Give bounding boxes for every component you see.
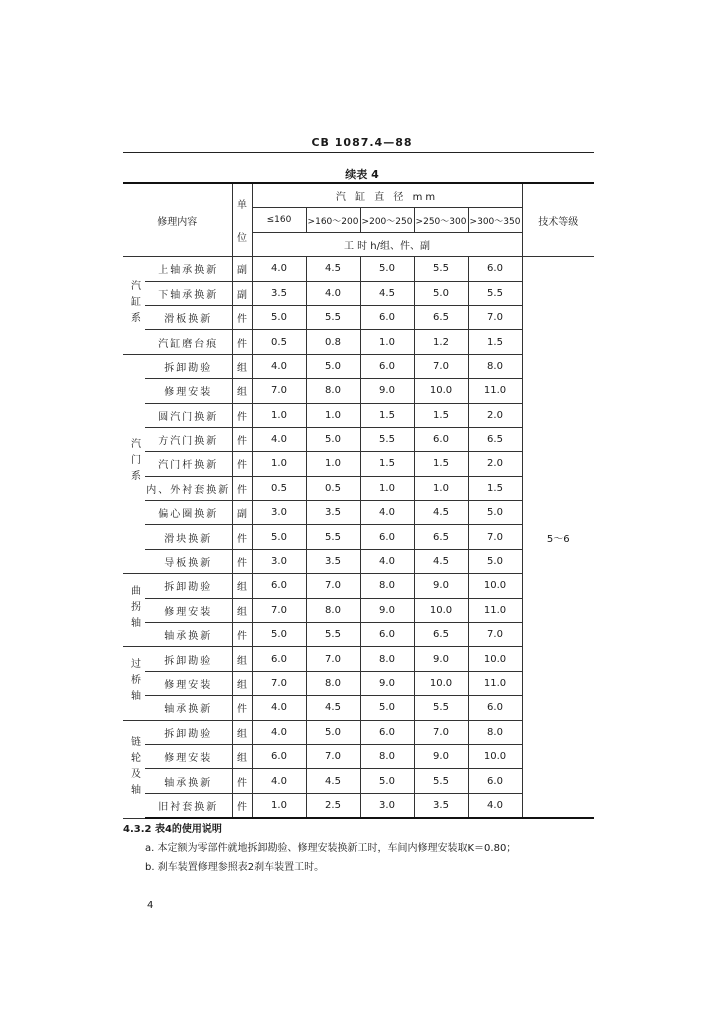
row-item: 上轴承换新 <box>145 257 232 281</box>
row-value: 6.0 <box>468 696 522 720</box>
header-range: >300～350 <box>468 208 522 232</box>
row-item: 滑块换新 <box>145 525 232 549</box>
row-value: 10.0 <box>414 379 468 403</box>
group-label <box>123 257 145 355</box>
row-item: 修理安装 <box>145 671 232 695</box>
row-value: 5.0 <box>306 354 360 378</box>
row-value: 7.0 <box>468 623 522 647</box>
row-unit: 组 <box>232 671 252 695</box>
row-unit: 件 <box>232 696 252 720</box>
row-value: 7.0 <box>414 354 468 378</box>
row-value: 3.5 <box>306 501 360 525</box>
row-unit: 件 <box>232 793 252 818</box>
row-value: 2.0 <box>468 452 522 476</box>
work-hours-table <box>123 184 594 819</box>
row-unit: 副 <box>232 501 252 525</box>
row-value: 4.0 <box>252 720 306 744</box>
row-value: 5.5 <box>414 696 468 720</box>
row-item: 轴承换新 <box>145 696 232 720</box>
header-range: ≤160 <box>252 208 306 232</box>
row-value: 3.5 <box>252 281 306 305</box>
row-unit: 组 <box>232 574 252 598</box>
row-item: 拆卸勘验 <box>145 354 232 378</box>
row-value: 6.0 <box>360 623 414 647</box>
row-value: 3.0 <box>360 793 414 818</box>
row-value: 6.0 <box>468 769 522 793</box>
row-value: 0.8 <box>306 330 360 354</box>
row-unit: 副 <box>232 257 252 281</box>
row-unit: 件 <box>232 549 252 573</box>
row-value: 4.5 <box>414 549 468 573</box>
group-name: 汽缸系 <box>128 279 140 328</box>
row-unit: 件 <box>232 769 252 793</box>
row-value: 7.0 <box>252 379 306 403</box>
row-value: 6.5 <box>468 427 522 451</box>
header-diameter: 汽 缸 直 径 mm <box>252 184 522 208</box>
row-value: 8.0 <box>360 574 414 598</box>
row-value: 4.0 <box>252 769 306 793</box>
row-value: 11.0 <box>468 598 522 622</box>
row-value: 6.5 <box>414 623 468 647</box>
row-item: 下轴承换新 <box>145 281 232 305</box>
row-item: 修理安装 <box>145 598 232 622</box>
group-label <box>123 354 145 574</box>
row-value: 9.0 <box>360 379 414 403</box>
row-value: 3.5 <box>306 549 360 573</box>
row-value: 1.0 <box>360 330 414 354</box>
row-value: 3.0 <box>252 549 306 573</box>
row-value: 4.0 <box>360 501 414 525</box>
row-value: 1.5 <box>360 452 414 476</box>
row-value: 5.0 <box>306 427 360 451</box>
row-value: 4.5 <box>414 501 468 525</box>
group-name: 链轮及轴 <box>128 735 140 800</box>
row-value: 3.5 <box>414 793 468 818</box>
row-item: 旧衬套换新 <box>145 793 232 818</box>
note-a: a. 本定额为零部件就地拆卸勘验、修理安装换新工时，车间内修理安装取K＝0.80； <box>145 843 517 854</box>
group-label <box>123 720 145 818</box>
row-unit: 件 <box>232 525 252 549</box>
row-unit: 件 <box>232 623 252 647</box>
row-unit: 组 <box>232 354 252 378</box>
row-unit: 组 <box>232 598 252 622</box>
note-b: b. 刹车装置修理参照表2刹车装置工时。 <box>145 862 325 873</box>
row-value: 1.2 <box>414 330 468 354</box>
group-label <box>123 647 145 720</box>
row-value: 5.0 <box>414 281 468 305</box>
group-name: 汽门系 <box>128 438 140 487</box>
header-range: >200～250 <box>360 208 414 232</box>
row-value: 1.5 <box>414 403 468 427</box>
row-value: 6.0 <box>252 744 306 768</box>
row-unit: 组 <box>232 647 252 671</box>
row-unit: 组 <box>232 720 252 744</box>
header-range: >250～300 <box>414 208 468 232</box>
row-value: 6.5 <box>414 525 468 549</box>
row-value: 5.0 <box>360 257 414 281</box>
row-value: 5.5 <box>414 257 468 281</box>
row-item: 拆卸勘验 <box>145 647 232 671</box>
row-value: 11.0 <box>468 671 522 695</box>
group-name: 曲拐轴 <box>128 584 140 633</box>
notes-title: 4.3.2 表4的使用说明 <box>123 824 222 835</box>
row-value: 0.5 <box>252 476 306 500</box>
row-value: 5.5 <box>414 769 468 793</box>
row-value: 11.0 <box>468 379 522 403</box>
row-value: 10.0 <box>468 744 522 768</box>
row-value: 4.0 <box>252 354 306 378</box>
unit-char-1: 单 <box>237 200 247 212</box>
row-item: 拆卸勘验 <box>145 720 232 744</box>
row-item: 圆汽门换新 <box>145 403 232 427</box>
row-value: 1.0 <box>252 403 306 427</box>
row-value: 7.0 <box>468 305 522 329</box>
row-value: 10.0 <box>468 647 522 671</box>
row-value: 10.0 <box>414 598 468 622</box>
header-hours: 工 时 h/组、件、副 <box>252 232 522 256</box>
row-value: 6.0 <box>468 257 522 281</box>
row-value: 5.5 <box>306 525 360 549</box>
row-value: 4.5 <box>360 281 414 305</box>
row-value: 4.0 <box>252 427 306 451</box>
row-item: 修理安装 <box>145 744 232 768</box>
row-value: 5.0 <box>468 501 522 525</box>
grade-value: 5～6 <box>522 257 594 818</box>
row-value: 6.0 <box>360 305 414 329</box>
row-value: 6.0 <box>252 574 306 598</box>
header-item: 修理内容 <box>123 184 232 257</box>
row-value: 1.0 <box>360 476 414 500</box>
unit-char-2: 位 <box>237 233 247 245</box>
row-value: 10.0 <box>468 574 522 598</box>
row-value: 5.5 <box>468 281 522 305</box>
row-value: 4.0 <box>252 257 306 281</box>
row-value: 9.0 <box>414 574 468 598</box>
row-value: 8.0 <box>306 598 360 622</box>
row-value: 6.5 <box>414 305 468 329</box>
row-value: 5.0 <box>360 769 414 793</box>
row-value: 4.0 <box>360 549 414 573</box>
row-value: 5.0 <box>252 305 306 329</box>
row-item: 偏心圈换新 <box>145 501 232 525</box>
row-value: 4.5 <box>306 257 360 281</box>
row-value: 9.0 <box>360 598 414 622</box>
header-grade: 技术等级 <box>522 184 594 257</box>
row-value: 5.0 <box>306 720 360 744</box>
row-value: 3.0 <box>252 501 306 525</box>
row-value: 1.5 <box>468 476 522 500</box>
row-value: 5.0 <box>252 623 306 647</box>
row-item: 轴承换新 <box>145 623 232 647</box>
row-value: 5.0 <box>360 696 414 720</box>
row-unit: 组 <box>232 744 252 768</box>
row-unit: 件 <box>232 452 252 476</box>
row-value: 7.0 <box>306 744 360 768</box>
row-value: 7.0 <box>306 647 360 671</box>
row-value: 8.0 <box>468 354 522 378</box>
row-value: 9.0 <box>360 671 414 695</box>
row-item: 方汽门换新 <box>145 427 232 451</box>
row-value: 1.0 <box>252 793 306 818</box>
row-value: 7.0 <box>468 525 522 549</box>
row-value: 8.0 <box>306 671 360 695</box>
row-unit: 副 <box>232 281 252 305</box>
row-item: 导板换新 <box>145 549 232 573</box>
row-value: 10.0 <box>414 671 468 695</box>
row-unit: 件 <box>232 330 252 354</box>
row-item: 轴承换新 <box>145 769 232 793</box>
document-header: CB 1087.4—88 <box>311 136 413 149</box>
table-caption: 续表 4 <box>345 168 379 181</box>
row-value: 4.0 <box>252 696 306 720</box>
row-value: 8.0 <box>360 647 414 671</box>
row-value: 6.0 <box>360 525 414 549</box>
row-value: 1.5 <box>414 452 468 476</box>
row-value: 0.5 <box>306 476 360 500</box>
header-unit <box>232 184 252 257</box>
row-value: 6.0 <box>360 720 414 744</box>
page-number: 4 <box>147 900 154 911</box>
usage-notes <box>123 820 603 877</box>
row-value: 9.0 <box>414 744 468 768</box>
row-value: 1.0 <box>306 452 360 476</box>
row-item: 修理安装 <box>145 379 232 403</box>
row-unit: 件 <box>232 427 252 451</box>
row-value: 4.0 <box>468 793 522 818</box>
row-item: 滑板换新 <box>145 305 232 329</box>
row-value: 5.5 <box>306 305 360 329</box>
row-value: 7.0 <box>414 720 468 744</box>
row-item: 汽门杆换新 <box>145 452 232 476</box>
group-name: 过桥轴 <box>128 658 140 706</box>
row-value: 8.0 <box>468 720 522 744</box>
row-value: 0.5 <box>252 330 306 354</box>
row-value: 5.0 <box>468 549 522 573</box>
row-value: 8.0 <box>306 379 360 403</box>
row-value: 1.5 <box>468 330 522 354</box>
row-value: 5.5 <box>306 623 360 647</box>
row-item: 拆卸勘验 <box>145 574 232 598</box>
header-rule <box>123 152 594 153</box>
row-value: 6.0 <box>252 647 306 671</box>
row-value: 4.0 <box>306 281 360 305</box>
row-value: 9.0 <box>414 647 468 671</box>
row-value: 5.5 <box>360 427 414 451</box>
row-value: 2.0 <box>468 403 522 427</box>
row-value: 7.0 <box>306 574 360 598</box>
row-value: 6.0 <box>414 427 468 451</box>
row-value: 1.5 <box>360 403 414 427</box>
row-item: 汽缸磨台痕 <box>145 330 232 354</box>
group-label <box>123 574 145 647</box>
row-value: 4.5 <box>306 696 360 720</box>
row-unit: 件 <box>232 476 252 500</box>
row-value: 8.0 <box>360 744 414 768</box>
row-value: 4.5 <box>306 769 360 793</box>
row-value: 6.0 <box>360 354 414 378</box>
row-value: 1.0 <box>306 403 360 427</box>
row-value: 2.5 <box>306 793 360 818</box>
row-value: 7.0 <box>252 598 306 622</box>
row-value: 7.0 <box>252 671 306 695</box>
row-value: 1.0 <box>414 476 468 500</box>
row-value: 5.0 <box>252 525 306 549</box>
row-value: 1.0 <box>252 452 306 476</box>
row-unit: 件 <box>232 305 252 329</box>
row-item: 内、外衬套换新 <box>145 476 232 500</box>
row-unit: 组 <box>232 379 252 403</box>
header-range: >160～200 <box>306 208 360 232</box>
row-unit: 件 <box>232 403 252 427</box>
table-row <box>123 257 594 281</box>
